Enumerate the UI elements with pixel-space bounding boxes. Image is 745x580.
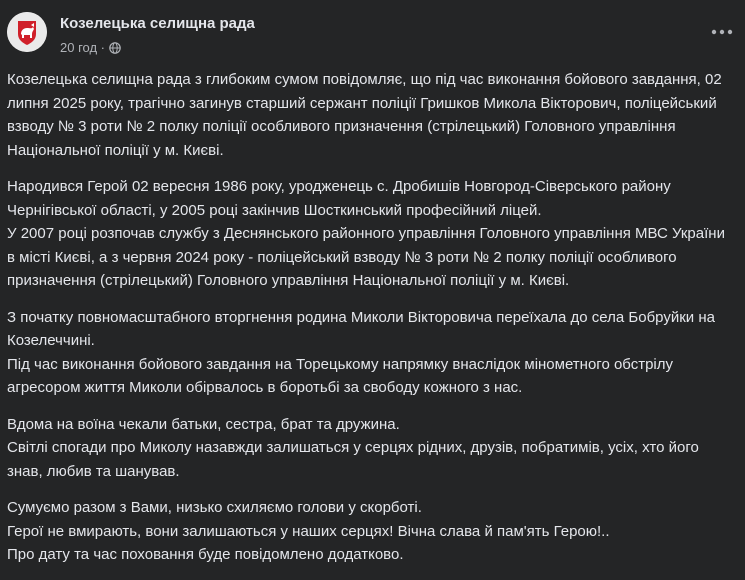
- coat-of-arms-icon: [7, 12, 47, 52]
- more-options-icon: [711, 29, 733, 35]
- post-header: [0, 0, 745, 64]
- page-name-link[interactable]: Козелецька селищна рада: [60, 15, 255, 32]
- post-timestamp[interactable]: 20 год ·: [60, 40, 105, 55]
- post-paragraph: Козелецька селищна рада з глибоким сумом повідомляє, що під час виконання бойового завдання, 02 липня 2025 року, трагічно загинув старший сержант поліції Гришков Микола Вікторович, поліцейський взводу № 3 роти № 2 полку поліції особливого призначення (стрілецький) Головного управління Національної поліції у м. Києві.: [7, 71, 722, 159]
- post-paragraph: Вдома на воїна чекали батьки, сестра, брат та дружина. Світлі спогади про Миколу назавжди залишаться у серцях рідних, друзів, побратимів, усіх, хто його знав, любив та шанував.: [7, 415, 699, 480]
- post-meta: [60, 40, 121, 55]
- post-paragraph: Сумуємо разом з Вами, низько схиляємо голови у скорботі. Герої не вмирають, вони залишаються у наших серцях! Вічна слава й пам'ять Герою!.. Про дату та час поховання буде повідомлено додатково.: [7, 499, 610, 563]
- more-options-button[interactable]: [707, 22, 737, 42]
- globe-icon: [109, 42, 121, 54]
- post-paragraph: Народився Герой 02 вересня 1986 року, уродженець с. Дробишів Новгород-Сіверського району Чернігівської області, у 2005 році закінчив Шосткинський професійний ліцей. У 2007 році розпочав службу з Деснянського районного управління Головного управління МВС України в місті Києві, а з червня 2024 року - поліцейський взводу № 3 роти № 2 полку поліції особливого призначення (стрілецький) Головного управління Національної поліції у м. Києві.: [7, 178, 725, 289]
- post-body: [7, 68, 735, 580]
- avatar[interactable]: [7, 12, 47, 52]
- post-paragraph: З початку повномасштабного вторгнення родина Миколи Вікторовича переїхала до села Бобруйки на Козелеччині. Під час виконання бойового завдання на Торецькому напрямку внаслідок мінометного обстрілу агресором життя Миколи обірвалось в боротьбі за свободу кожного з нас.: [7, 308, 715, 396]
